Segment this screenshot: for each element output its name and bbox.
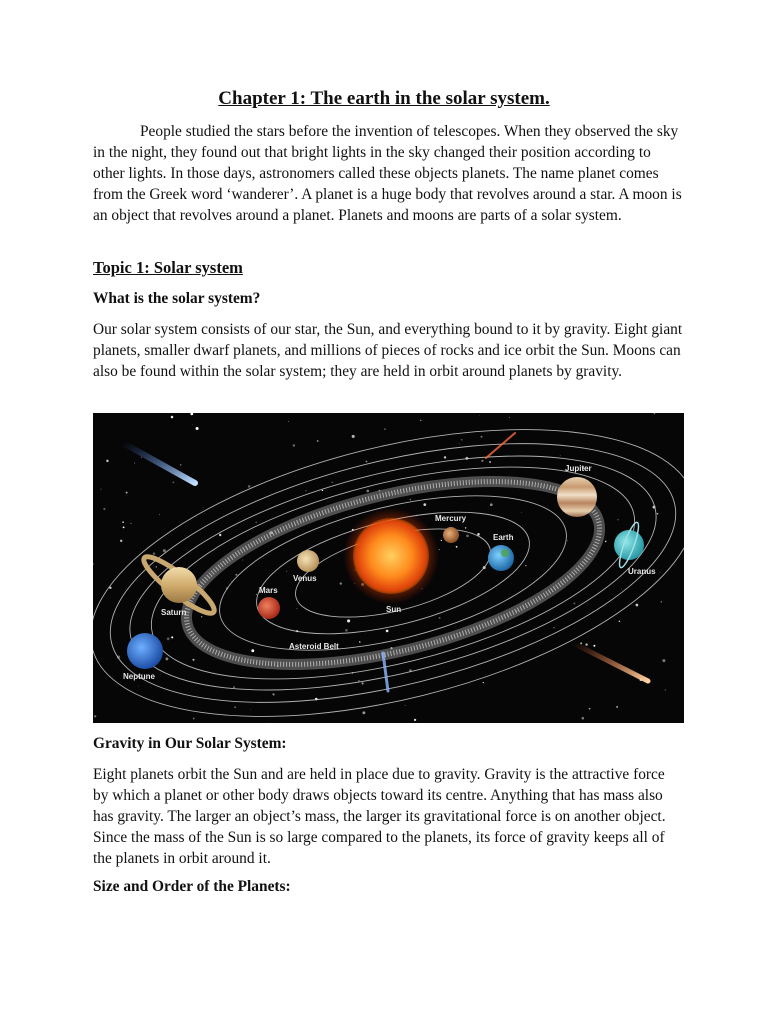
star: [405, 705, 406, 706]
star: [235, 574, 237, 576]
star: [141, 457, 142, 458]
star: [192, 659, 194, 661]
star: [439, 617, 441, 619]
star: [305, 490, 306, 491]
sun-label: Sun: [386, 605, 402, 614]
star: [636, 604, 639, 607]
star: [366, 461, 368, 463]
star: [660, 572, 661, 573]
star: [122, 521, 124, 523]
star: [272, 693, 274, 695]
star: [521, 512, 522, 513]
star: [120, 540, 122, 542]
star: [362, 682, 364, 684]
star: [567, 540, 568, 541]
star: [414, 719, 416, 721]
star: [483, 682, 484, 683]
mars-planet: [258, 597, 280, 619]
star: [123, 526, 125, 528]
star: [106, 460, 108, 462]
solar-system-paragraph: Our solar system consists of our star, the Sun, and everything bound to it by gravity. Eight giant planets, smaller dwarf planets, and millions of pieces of rocks and ice orbit the Sun. Moons can also be found within the solar system; they are held in orbit around planets by gravity.: [93, 321, 683, 380]
star: [100, 489, 101, 490]
star: [153, 552, 156, 555]
solar-system-illustration: [93, 413, 684, 723]
solar-system-svg: [93, 413, 684, 723]
star: [126, 492, 128, 494]
star: [267, 722, 268, 723]
star: [479, 415, 480, 416]
chapter-title: Chapter 1: The earth in the solar system.: [218, 88, 550, 109]
star: [138, 686, 139, 687]
star: [159, 514, 160, 515]
star: [384, 428, 385, 429]
star: [293, 444, 295, 446]
question-heading: What is the solar system?: [93, 290, 261, 307]
star: [362, 711, 365, 714]
star: [322, 490, 323, 491]
star: [173, 482, 175, 484]
uranus-label: Uranus: [628, 567, 656, 576]
star: [317, 440, 319, 442]
earth-label: Earth: [493, 533, 514, 542]
star: [466, 535, 469, 538]
star: [155, 566, 157, 568]
gravity-paragraph: Eight planets orbit the Sun and are held in place due to gravity. Gravity is the attractive force by which a planet or other body draws objects toward its centre. Anything that has mass also has gravity. The larger an object’s mass, the larger its gravitational force is on another object. Since the mass of the Sun is so large compared to the planets, its force of gravity keeps all of the planets in orbit around it.: [93, 766, 666, 867]
mercury-planet: [443, 527, 459, 543]
star: [219, 534, 221, 536]
star: [589, 708, 591, 710]
star: [352, 435, 355, 438]
star: [525, 565, 526, 566]
star: [366, 490, 369, 493]
star: [103, 508, 105, 510]
intro-paragraph: People studied the stars before the invention of telescopes. When they observed the sky in the night, they found out that bright lights in the sky changed their position according to other lights. In those days, astronomers called these objects planets. The name planet comes from the Greek word ‘wanderer’. A planet is a huge body that revolves around a star. A moon is an object that revolves around a planet. Planets and moons are parts of a solar system.: [93, 123, 682, 224]
star: [171, 636, 173, 638]
star: [288, 421, 289, 422]
star: [203, 507, 204, 508]
star: [489, 461, 491, 463]
star: [193, 718, 195, 720]
star: [423, 503, 426, 506]
star: [180, 464, 181, 465]
star: [605, 541, 607, 543]
star: [248, 485, 251, 488]
star: [619, 621, 621, 623]
star: [163, 549, 166, 552]
star: [616, 706, 618, 708]
star: [593, 645, 595, 647]
star: [201, 616, 202, 617]
star: [386, 630, 389, 633]
star: [410, 499, 412, 501]
star: [328, 501, 329, 502]
star: [509, 417, 510, 418]
star: [657, 513, 659, 515]
star: [439, 549, 440, 550]
star: [94, 715, 96, 717]
star: [196, 427, 199, 430]
earth-planet: [488, 545, 514, 571]
asteroid-belt-label: Asteroid Belt: [289, 642, 339, 651]
venus-label: Venus: [293, 574, 317, 583]
neptune-planet: [127, 633, 163, 669]
star: [573, 602, 575, 604]
star: [582, 717, 585, 720]
star: [665, 689, 666, 690]
star: [331, 481, 333, 483]
mercury-label: Mercury: [435, 514, 467, 523]
star: [234, 706, 235, 707]
star: [621, 589, 622, 590]
star: [553, 627, 554, 628]
star: [481, 460, 483, 462]
saturn-label: Saturn: [161, 608, 187, 617]
star: [461, 439, 463, 441]
jupiter-label: Jupiter: [565, 464, 592, 473]
star: [345, 629, 348, 632]
star: [250, 709, 251, 710]
star: [171, 416, 174, 419]
star: [465, 527, 466, 528]
mars-label: Mars: [259, 586, 278, 595]
star: [256, 594, 257, 595]
earth-land: [501, 549, 509, 557]
star: [662, 659, 665, 662]
star: [490, 503, 493, 506]
star: [255, 522, 256, 523]
star: [456, 546, 458, 548]
star: [286, 571, 287, 572]
star: [134, 463, 135, 464]
star: [481, 436, 483, 438]
sun-planet: [353, 518, 429, 594]
star: [192, 424, 193, 425]
star: [165, 657, 168, 660]
gravity-heading: Gravity in Our Solar System:: [93, 735, 287, 752]
star: [661, 601, 662, 602]
star: [358, 680, 360, 682]
venus-planet: [297, 550, 319, 572]
size-order-heading: Size and Order of the Planets:: [93, 878, 291, 895]
star: [251, 649, 254, 652]
star: [359, 641, 360, 642]
star: [296, 608, 297, 609]
topic-heading: Topic 1: Solar system: [93, 258, 243, 277]
star: [560, 455, 561, 456]
star: [444, 456, 446, 458]
star: [347, 619, 350, 622]
star: [130, 523, 131, 524]
star: [167, 637, 170, 640]
star: [459, 443, 460, 444]
neptune-label: Neptune: [123, 672, 155, 681]
star: [233, 686, 235, 688]
star: [420, 420, 421, 421]
star: [617, 519, 618, 520]
star: [242, 560, 243, 561]
jupiter-planet: [557, 477, 597, 517]
star: [340, 582, 342, 584]
star: [585, 643, 587, 645]
star: [441, 540, 442, 541]
